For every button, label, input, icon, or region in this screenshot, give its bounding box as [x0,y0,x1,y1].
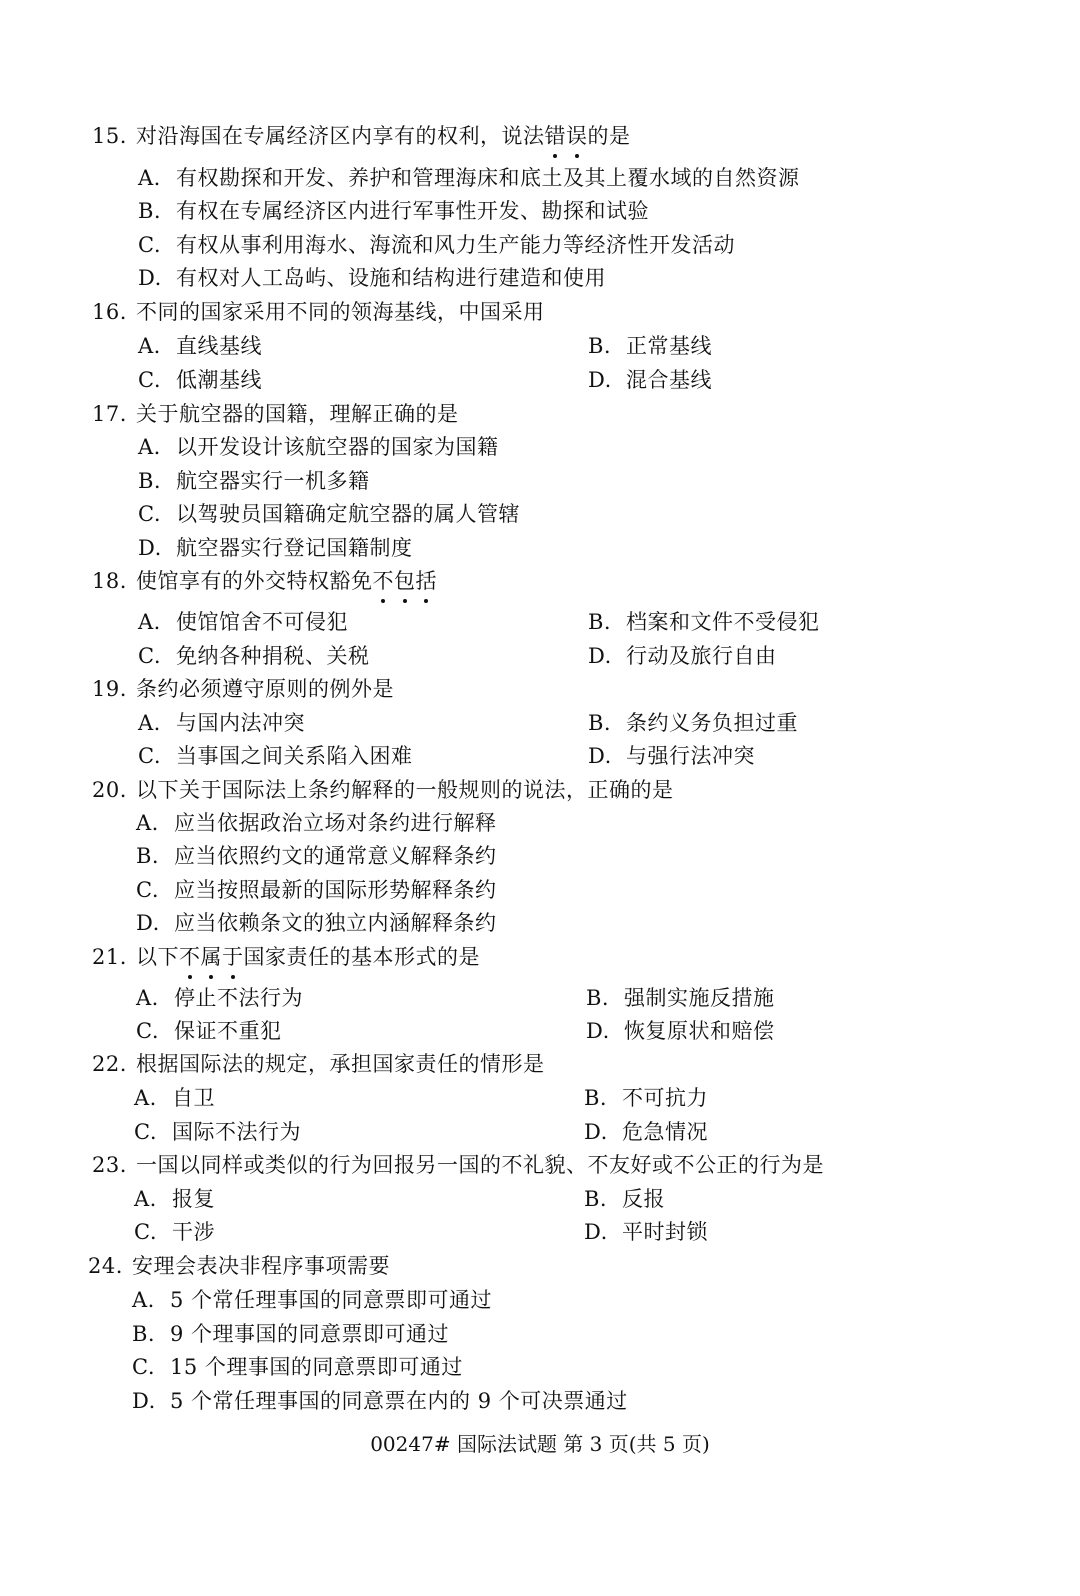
option-letter: A. [138,610,161,634]
option-letter: A. [136,986,159,1010]
question-20-option-b[interactable] [136,842,497,870]
option-text: 5 个常任理事国的同意票在内的 9 个可决票通过 [170,1389,628,1413]
question-15-stem [92,122,631,150]
option-text: 正常基线 [626,334,712,358]
stem-text: 以下 [136,945,179,969]
option-letter: A. [138,435,161,459]
question-24-stem [88,1252,390,1280]
question-17-stem [92,400,459,428]
question-24-option-a[interactable] [132,1286,492,1314]
option-letter: B. [588,711,612,735]
question-19-option-a[interactable] [138,709,305,737]
option-text: 当事国之间关系陷入困难 [176,744,413,768]
question-16-option-b[interactable] [588,332,712,360]
question-16-stem [92,298,545,326]
option-text: 条约义务负担过重 [626,711,798,735]
question-19-option-d[interactable] [588,742,755,770]
option-text: 平时封锁 [622,1220,708,1244]
question-16-option-a[interactable] [138,332,262,360]
option-letter: D. [138,536,162,560]
stem-text: 国家责任的基本形式的是 [243,945,480,969]
question-17-option-d[interactable] [138,534,413,562]
option-text: 航空器实行登记国籍制度 [176,536,413,560]
option-text: 有权在专属经济区内进行军事性开发、勘探和试验 [176,199,649,223]
question-21-option-b[interactable] [586,984,775,1012]
emphasis-char: 不 [179,945,201,969]
question-24-option-d[interactable] [132,1387,628,1415]
option-text: 保证不重犯 [174,1019,282,1043]
option-text: 不可抗力 [622,1086,708,1110]
option-text: 以驾驶员国籍确定航空器的属人管辖 [176,502,520,526]
question-24-option-b[interactable] [132,1320,449,1348]
option-letter: C. [132,1355,155,1379]
stem-text: 根据国际法的规定，承担国家责任的情形是 [136,1052,545,1076]
option-letter: C. [138,744,161,768]
emphasis-char: 括 [415,569,437,593]
question-17-option-a[interactable] [138,433,499,461]
question-21-option-d[interactable] [586,1017,775,1045]
page-footer: 00247# 国际法试题 第 3 页(共 5 页) [370,1432,710,1456]
option-text: 与国内法冲突 [176,711,305,735]
option-text: 停止不法行为 [174,986,303,1010]
option-letter: B. [138,469,162,493]
option-letter: C. [138,233,161,257]
option-letter: D. [132,1389,156,1413]
question-20-stem [92,776,674,804]
option-letter: A. [134,1187,157,1211]
stem-text: 以下关于国际法上条约解释的一般规则的说法，正确的是 [136,778,674,802]
question-18-stem [92,567,437,595]
option-text: 应当依据政治立场对条约进行解释 [174,811,497,835]
question-number: 17. [92,402,127,426]
question-number: 21. [92,945,127,969]
stem-text: 对沿海国在专属经济区内享有的权利，说法 [136,124,545,148]
option-text: 混合基线 [626,368,712,392]
emphasis-char: 包 [394,569,416,593]
question-24-option-c[interactable] [132,1353,463,1381]
question-23-stem [92,1151,824,1179]
option-letter: D. [584,1120,608,1144]
option-letter: D. [586,1019,610,1043]
option-text: 应当依照约文的通常意义解释条约 [174,844,497,868]
question-16-option-d[interactable] [588,366,712,394]
question-23-option-c[interactable] [134,1218,215,1246]
option-text: 报复 [172,1187,215,1211]
question-17-option-b[interactable] [138,467,370,495]
question-22-option-a[interactable] [134,1084,215,1112]
option-letter: D. [588,744,612,768]
option-letter: D. [136,911,160,935]
question-number: 15. [92,124,127,148]
question-number: 22. [92,1052,127,1076]
option-text: 有权对人工岛屿、设施和结构进行建造和使用 [176,266,606,290]
stem-text: 安理会表决非程序事项需要 [132,1254,390,1278]
option-text: 强制实施反措施 [624,986,775,1010]
option-letter: A. [134,1086,157,1110]
question-23-option-b[interactable] [584,1185,665,1213]
option-text: 自卫 [172,1086,215,1110]
question-19-stem [92,675,394,703]
question-number: 19. [92,677,127,701]
option-letter: C. [138,502,161,526]
stem-text: 一国以同样或类似的行为回报另一国的不礼貌、不友好或不公正的行为是 [136,1153,824,1177]
emphasis-char: 错 [544,124,566,148]
option-text: 行动及旅行自由 [626,644,777,668]
option-text: 应当依赖条文的独立内涵解释条约 [174,911,497,935]
option-text: 以开发设计该航空器的国家为国籍 [176,435,499,459]
option-letter: B. [136,844,160,868]
option-letter: B. [584,1187,608,1211]
question-18-option-d[interactable] [588,642,777,670]
stem-text: 条约必须遵守原则的例外是 [136,677,394,701]
option-letter: A. [132,1288,155,1312]
option-text: 反报 [622,1187,665,1211]
option-letter: C. [136,1019,159,1043]
question-15-option-c[interactable] [138,231,735,259]
option-text: 9 个理事国的同意票即可通过 [170,1322,450,1346]
option-letter: C. [136,878,159,902]
option-text: 危急情况 [622,1120,708,1144]
option-text: 干涉 [172,1220,215,1244]
option-text: 与强行法冲突 [626,744,755,768]
question-15-option-d[interactable] [138,264,606,292]
question-22-option-d[interactable] [584,1118,708,1146]
option-letter: B. [132,1322,156,1346]
stem-text: 关于航空器的国籍，理解正确的是 [136,402,459,426]
option-letter: D. [588,644,612,668]
question-number: 16. [92,300,127,324]
question-20-option-c[interactable] [136,876,497,904]
emphasis-char: 属 [200,945,222,969]
option-letter: B. [586,986,610,1010]
option-text: 恢复原状和赔偿 [624,1019,775,1043]
option-letter: C. [134,1220,157,1244]
option-letter: A. [138,166,161,190]
option-text: 直线基线 [176,334,262,358]
question-19-option-c[interactable] [138,742,413,770]
question-number: 20. [92,778,127,802]
question-number: 18. [92,569,127,593]
emphasis-char: 不 [372,569,394,593]
question-15-option-b[interactable] [138,197,649,225]
option-letter: D. [588,368,612,392]
question-18-option-a[interactable] [138,608,348,636]
question-number: 24. [88,1254,123,1278]
option-letter: B. [584,1086,608,1110]
question-22-stem [92,1050,545,1078]
question-number: 23. [92,1153,127,1177]
option-text: 国际不法行为 [172,1120,301,1144]
option-text: 免纳各种捐税、关税 [176,644,370,668]
question-23-option-a[interactable] [134,1185,215,1213]
option-letter: D. [138,266,162,290]
option-letter: B. [588,610,612,634]
question-21-stem [92,943,480,971]
option-text: 15 个理事国的同意票即可通过 [170,1355,463,1379]
question-21-option-a[interactable] [136,984,303,1012]
option-letter: B. [588,334,612,358]
emphasis-char: 于 [222,945,244,969]
option-letter: C. [138,368,161,392]
option-text: 航空器实行一机多籍 [176,469,370,493]
emphasis-char: 误 [566,124,588,148]
option-text: 使馆馆舍不可侵犯 [176,610,348,634]
question-22-option-b[interactable] [584,1084,708,1112]
question-22-option-c[interactable] [134,1118,301,1146]
question-18-option-c[interactable] [138,642,370,670]
stem-text: 不同的国家采用不同的领海基线，中国采用 [136,300,545,324]
question-17-option-c[interactable] [138,500,520,528]
option-letter: D. [584,1220,608,1244]
option-letter: A. [138,334,161,358]
option-letter: C. [138,644,161,668]
stem-text: 的是 [587,124,631,148]
option-letter: B. [138,199,162,223]
question-20-option-d[interactable] [136,909,497,937]
question-15-option-a[interactable] [138,164,800,192]
question-19-option-b[interactable] [588,709,798,737]
option-text: 有权勘探和开发、养护和管理海床和底土及其上覆水域的自然资源 [176,166,800,190]
option-text: 低潮基线 [176,368,262,392]
option-letter: C. [134,1120,157,1144]
question-16-option-c[interactable] [138,366,262,394]
question-21-option-c[interactable] [136,1017,282,1045]
question-20-option-a[interactable] [136,809,497,837]
question-18-option-b[interactable] [588,608,820,636]
option-text: 5 个常任理事国的同意票即可通过 [170,1288,493,1312]
stem-text: 使馆享有的外交特权豁免 [136,569,373,593]
option-text: 应当按照最新的国际形势解释条约 [174,878,497,902]
option-text: 档案和文件不受侵犯 [626,610,820,634]
option-text: 有权从事利用海水、海流和风力生产能力等经济性开发活动 [176,233,735,257]
option-letter: A. [136,811,159,835]
question-23-option-d[interactable] [584,1218,708,1246]
option-letter: A. [138,711,161,735]
